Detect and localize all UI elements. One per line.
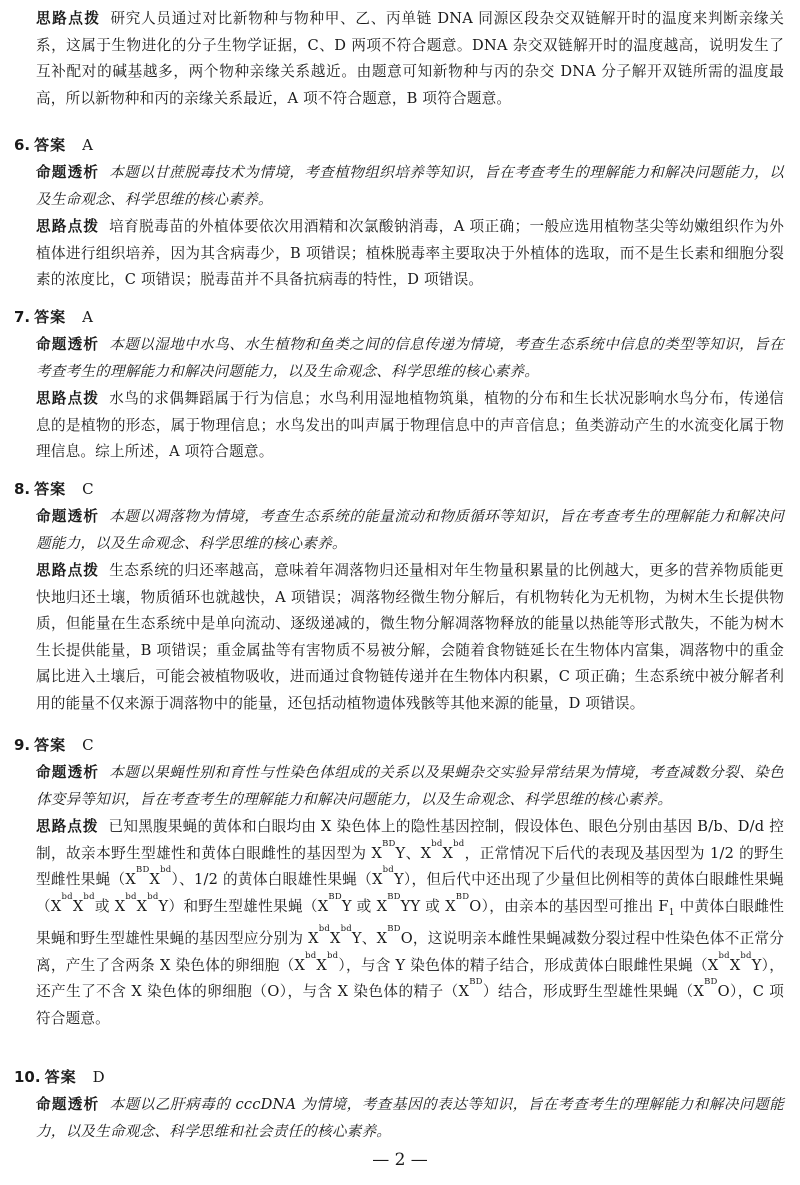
q6-number: 6.	[14, 136, 31, 154]
thinking-label: 思路点拨	[36, 390, 100, 407]
q8-answer-value: C	[82, 480, 94, 498]
q8-thinking-text: 生态系统的归还率越高，意味着年凋落物归还量相对年生物量积累量的比例越大，更多的营养物质能更快地归还土壤，物质循环也就越快，A 项错误；凋落物经微生物分解后，有机物转化为无机物，为树木生长提供物质，但能量在生态系统中是单向流动、逐级递减的，微生物分解凋落物释放的能量以热能等形式散失，不能为树木生长提供能量，B 项错误；重金属盐等有害物质不易被分解，会随着食物链延长在生物体内富集，凋落物中的重金属比进入土壤后，可能会被植物吸收，进而通过食物链传递并在生物体内积累，C 项正确；生态系统中被分解者利用的能量不仅来源于凋落物中的能量，还包括动植物遗体残骸等其他来源的能量，D 项错误。	[36, 562, 784, 712]
answer-label: 答案	[34, 480, 67, 498]
q9-answer-value: C	[82, 736, 94, 754]
analysis-label: 命题透析	[36, 508, 100, 525]
q8-analysis-text: 本题以凋落物为情境，考查生态系统的能量流动和物质循环等知识，旨在考查考生的理解能力和解决问题能力，以及生命观念、科学思维的核心素养。	[36, 508, 784, 552]
q7-answer	[14, 304, 93, 330]
analysis-label: 命题透析	[36, 1096, 100, 1113]
analysis-label: 命题透析	[36, 164, 100, 181]
q7-thinking-text: 水鸟的求偶舞蹈属于行为信息；水鸟利用湿地植物筑巢，植物的分布和生长状况影响水鸟分布，传递信息的是植物的形态，属于物理信息；水鸟发出的叫声属于物理信息中的声音信息；鱼类游动产生的水流变化属于物理信息。综上所述，A 项符合题意。	[36, 390, 784, 461]
q10-answer-value: D	[92, 1068, 105, 1086]
q9-analysis-text: 本题以果蝇性别和育性与性染色体组成的关系以及果蝇杂交实验异常结果为情境，考查减数分裂、染色体变异等知识，旨在考查考生的理解能力和解决问题能力，以及生命观念、科学思维的核心素养。	[36, 764, 784, 808]
analysis-label: 命题透析	[36, 764, 100, 781]
q6-analysis-text: 本题以甘蔗脱毒技术为情境，考查植物组织培养等知识，旨在考查考生的理解能力和解决问题能力，以及生命观念、科学思维的核心素养。	[36, 164, 784, 208]
q7-answer-value: A	[82, 308, 93, 326]
q6-analysis	[36, 160, 784, 213]
thinking-label: 思路点拨	[36, 10, 101, 27]
q7-analysis	[36, 332, 784, 385]
thinking-label: 思路点拨	[36, 562, 100, 579]
thinking-label: 思路点拨	[36, 818, 99, 835]
q10-number: 10.	[14, 1068, 41, 1086]
thinking-label: 思路点拨	[36, 218, 100, 235]
q8-answer	[14, 476, 94, 502]
q6-thinking-text: 培育脱毒苗的外植体要依次用酒精和次氯酸钠消毒，A 项正确；一般应选用植物茎尖等幼嫩组织作为外植体进行组织培养，因为其含病毒少，B 项错误；植株脱毒率主要取决于外植体的选取，而不是生长素和细胞分裂素的浓度比，C 项错误；脱毒苗并不具备抗病毒的特性，D 项错误。	[36, 218, 784, 289]
q9-thinking	[36, 814, 784, 1033]
q9-thinking-text: 已知黑腹果蝇的黄体和白眼均由 X 染色体上的隐性基因控制，假设体色、眼色分别由基因 B/b、D/d 控制，故亲本野生型雄性和黄体白眼雌性的基因型为 $X^{BD}Y$、$X^{bd}X^{bd}$，正常情况下后代的表现及基因型为 1/2 的野生型雌性果蝇$(X^{BD}X^{bd})$、1/2 的黄体白眼雄性果蝇$(X^{bd}Y)$，但后代中还出现了少量但比例相等的黄体白眼雌性果蝇（$X^{bd}X^{bd}$或 $X^{bd}X^{bd}Y$）和野生型雄性果蝇（$X^{BD}Y$ 或 $X^{BD}YY$ 或 $X^{BD}O$），由亲本的基因型可推出 $F_1$ 中黄体白眼雌性果蝇和野生型雄性果蝇的基因型应分别为 $X^{bd}X^{bd}Y$、$X^{BD}O$，这说明亲本雌性果蝇减数分裂过程中性染色体不正常分离，产生了含两条 X 染色体的卵细胞$(X^{bd}X^{bd})$，与含 Y 染色体的精子结合，形成黄体白眼雌性果蝇$(X^{bd}X^{bd}Y)$，还产生了不含 X 染色体的卵细胞（O），与含 X 染色体的精子$(X^{BD})$结合，形成野生型雄性果蝇$(X^{BD}O)$，C 项符合题意。	[36, 818, 785, 1028]
q6-answer-value: A	[82, 136, 93, 154]
q9-number: 9.	[14, 736, 31, 754]
q7-number: 7.	[14, 308, 31, 326]
q7-thinking	[36, 386, 784, 466]
answer-label: 答案	[34, 136, 67, 154]
q8-analysis	[36, 504, 784, 557]
q6-answer	[14, 132, 93, 158]
q10-answer	[14, 1064, 105, 1090]
q7-analysis-text: 本题以湿地中水鸟、水生植物和鱼类之间的信息传递为情境，考查生态系统中信息的类型等知识，旨在考查考生的理解能力和解决问题能力，以及生命观念、科学思维的核心素养。	[36, 336, 784, 380]
q8-thinking	[36, 558, 784, 718]
analysis-label: 命题透析	[36, 336, 100, 353]
q9-answer	[14, 732, 94, 758]
q5-thinking	[36, 6, 784, 112]
answer-label: 答案	[34, 308, 67, 326]
q10-analysis-text: 本题以乙肝病毒的 cccDNA 为情境，考查基因的表达等知识，旨在考查考生的理解能力和解决问题能力，以及生命观念、科学思维和社会责任的核心素养。	[36, 1096, 784, 1140]
answer-label: 答案	[44, 1068, 77, 1086]
q8-number: 8.	[14, 480, 31, 498]
q9-analysis	[36, 760, 784, 813]
q10-analysis	[36, 1092, 784, 1145]
q6-thinking	[36, 214, 784, 294]
q5-thinking-text: 研究人员通过对比新物种与物种甲、乙、丙单链 DNA 同源区段杂交双链解开时的温度来判断亲缘关系，这属于生物进化的分子生物学证据，C、D 两项不符合题意。DNA 杂交双链解开时的温度越高，说明发生了互补配对的碱基越多，两个物种亲缘关系越近。由题意可知新物种与丙的杂交 DNA 分子解开双链所需的温度最高，所以新物种和丙的亲缘关系最近，A 项不符合题意，B 项符合题意。	[36, 10, 784, 107]
answer-label: 答案	[34, 736, 67, 754]
page-number: — 2 —	[372, 1150, 428, 1170]
